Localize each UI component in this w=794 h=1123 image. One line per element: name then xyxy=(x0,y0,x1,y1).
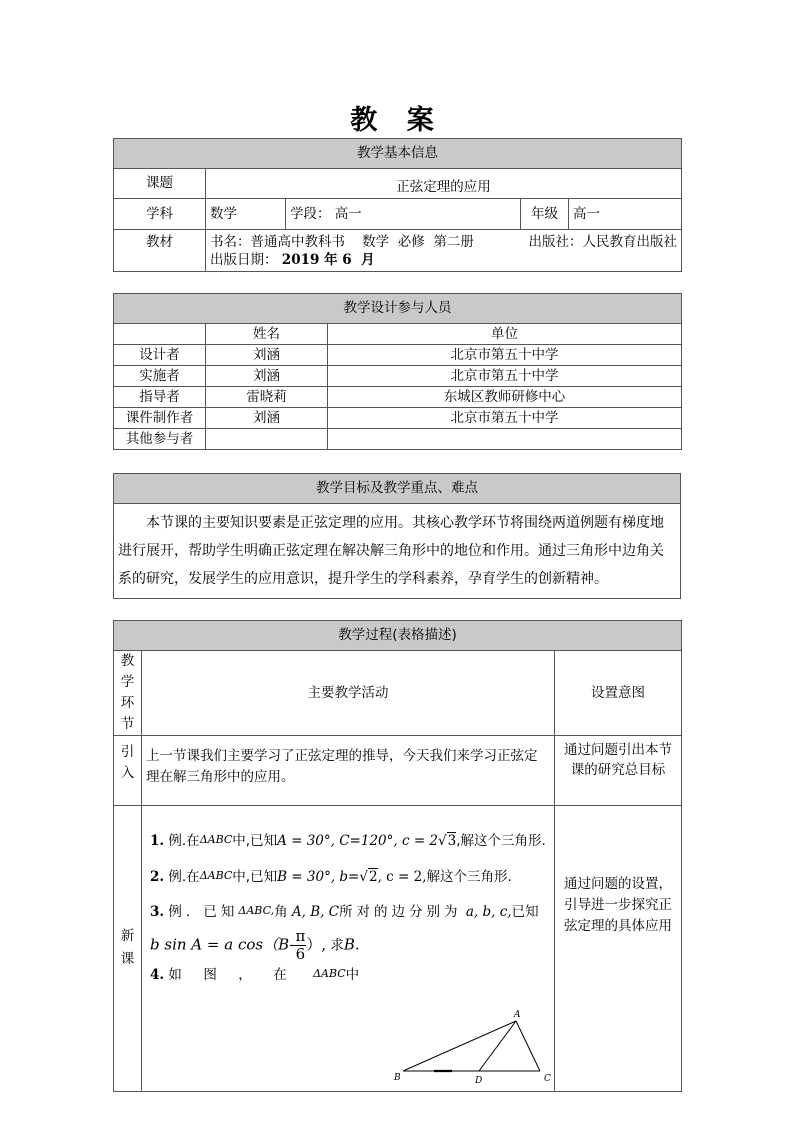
textbook-label: 教材 xyxy=(114,230,206,272)
col-stage-text: 教学环节 xyxy=(120,653,135,732)
unit-cell xyxy=(328,429,682,450)
label-c: C xyxy=(544,1073,551,1084)
problem-3-equation xyxy=(150,928,550,962)
book-line: 书名：普通高中教科书 数学 必修 第二册 xyxy=(210,234,474,250)
new-activity xyxy=(142,805,555,1091)
problem-2-condition: B = 30°, b= xyxy=(277,868,360,885)
problem-3-target: B. xyxy=(343,935,360,954)
label-a: A xyxy=(514,1009,521,1020)
problem-1-root: 3 xyxy=(447,832,457,849)
page-title: 教 案 xyxy=(350,105,444,136)
basic-info-header: 教学基本信息 xyxy=(114,139,682,169)
role-cell: 实施者 xyxy=(114,366,206,387)
grade-label: 年级 xyxy=(521,199,569,230)
role-cell: 指导者 xyxy=(114,387,206,408)
problem-2-text-b: 中,已知 xyxy=(232,868,278,885)
name-cell: 刘涵 xyxy=(206,345,328,366)
role-cell: 其他参与者 xyxy=(114,429,206,450)
problem-4-number: 4. xyxy=(150,967,165,984)
basic-info-table xyxy=(113,138,682,272)
side-ba xyxy=(403,1021,516,1071)
problem-4 xyxy=(150,966,550,985)
problem-3-text-d: 已知 xyxy=(511,904,539,921)
new-intent: 通过问题的设置，引导进一步探究正弦定理的具体应用 xyxy=(555,805,682,1091)
subject-value: 数学 xyxy=(206,199,286,230)
side-ac xyxy=(516,1021,540,1071)
problem-3-text-c: 所对的边分别为 xyxy=(339,904,462,921)
fraction-denominator: 6 xyxy=(295,944,306,963)
segment-ad xyxy=(479,1021,516,1071)
problem-1-number: 1. xyxy=(150,832,165,849)
name-cell: 刘涵 xyxy=(206,366,328,387)
problem-4-triangle: ΔABC xyxy=(313,967,346,981)
unit-cell: 东城区教师研修中心 xyxy=(328,387,682,408)
problem-2-text-a: 例.在 xyxy=(168,868,200,885)
pub-date-label: 出版日期： xyxy=(210,252,278,269)
problem-1-end: ,解这个三角形. xyxy=(456,832,546,849)
intro-stage-text: 引入 xyxy=(120,743,135,781)
problem-1-condition: A = 30°, C=120°, c = 2 xyxy=(277,832,439,849)
objectives-header: 教学目标及教学重点、难点 xyxy=(114,474,681,504)
textbook-info xyxy=(206,230,682,272)
problem-2-triangle: ΔABC xyxy=(199,868,233,882)
col-activity-header: 主要教学活动 xyxy=(142,651,555,736)
role-cell: 设计者 xyxy=(114,345,206,366)
problem-3-ask: 求 xyxy=(326,937,344,954)
new-stage-text: 新课 xyxy=(120,928,135,968)
problem-1: 1. 例.在$^{\Delta ABC}$中,已知A = 30°, C=120°, c = 2√3,解这个三角形. xyxy=(150,832,546,849)
grade-value: 高一 xyxy=(569,199,682,230)
problem-3-text-b: 角 xyxy=(274,904,288,921)
triangle-figure xyxy=(392,1006,562,1086)
problem-4-text-b: 中 xyxy=(345,967,360,984)
publisher-line: 出版社：人民教育出版社 xyxy=(528,234,677,250)
problem-3-number: 3. xyxy=(150,904,165,921)
problem-3-sides: a, b, c, xyxy=(465,904,512,921)
problem-3-angles: A, B, C xyxy=(291,904,340,921)
unit-cell: 北京市第五十中学 xyxy=(328,408,682,429)
unit-cell: 北京市第五十中学 xyxy=(328,345,682,366)
intro-activity: 上一节课我们主要学习了正弦定理的推导，今天我们来学习正弦定理在解三角形中的应用。 xyxy=(142,735,555,805)
col-intent-header: 设置意图 xyxy=(555,651,682,736)
process-table xyxy=(113,620,682,1092)
stage-cell xyxy=(286,199,521,230)
col-stage-header xyxy=(114,651,142,736)
intro-stage xyxy=(114,735,142,805)
problem-2-condition-2: , c = 2, xyxy=(377,868,427,885)
problem-1-text-b: 中,已知 xyxy=(232,832,278,849)
pub-date-value: 2019 年 6 月 xyxy=(281,252,375,269)
fraction-numerator: π xyxy=(295,927,306,946)
problem-4-text-a: 如 图 ， 在 xyxy=(168,967,287,984)
process-header: 教学过程(表格描述) xyxy=(114,621,682,651)
role-cell: 课件制作者 xyxy=(114,408,206,429)
problem-2: 2. 例.在$^{\Delta ABC}$中,已知B = 30°, b=√2, c = 2,解这个三角形. xyxy=(150,868,512,885)
name-cell: 雷晓莉 xyxy=(206,387,328,408)
name-cell: 刘涵 xyxy=(206,408,328,429)
problem-1-text-a: 例.在 xyxy=(168,832,200,849)
col-unit-header: 单位 xyxy=(328,324,682,345)
label-b: B xyxy=(394,1072,401,1083)
problem-2-end: 解这个三角形. xyxy=(426,868,512,885)
equation-close: ）, xyxy=(306,935,327,954)
problem-2-root: 2 xyxy=(368,868,378,885)
stage-label: 学段： xyxy=(290,205,331,222)
participants-header: 教学设计参与人员 xyxy=(114,294,682,324)
problem-3-text-a: 例．已知 xyxy=(168,904,239,921)
problem-2-number: 2. xyxy=(150,868,165,885)
equation-open: （B- xyxy=(263,935,295,954)
subject-label: 学科 xyxy=(114,199,206,230)
label-d: D xyxy=(475,1075,483,1086)
intro-intent: 通过问题引出本节课的研究总目标 xyxy=(555,735,682,805)
equation-left: b sin A = a cos xyxy=(150,935,264,954)
new-stage xyxy=(114,805,142,1091)
pi-over-6-fraction xyxy=(294,928,306,962)
topic-value: 正弦定理的应用 xyxy=(206,169,682,199)
col-name-header: 姓名 xyxy=(206,324,328,345)
unit-cell: 北京市第五十中学 xyxy=(328,366,682,387)
participants-table xyxy=(113,293,682,450)
objectives-table xyxy=(113,473,681,599)
stage-value: 高一 xyxy=(334,205,362,222)
problem-3 xyxy=(150,903,550,922)
problem-3-triangle: ΔABC, xyxy=(238,904,275,918)
blank-header-cell xyxy=(114,324,206,345)
topic-label: 课题 xyxy=(114,169,206,199)
objectives-text: 本节课的主要知识要素是正弦定理的应用。其核心教学环节将围绕两道例题有梯度地进行展开，帮助学生明确正弦定理在解决解三角形中的地位和作用。通过三角形中边角关系的研究，发展学生的应用意识，提升学生的学科素养，孕育学生的创新精神。 xyxy=(114,504,681,599)
problem-1-triangle: ΔABC xyxy=(199,832,233,846)
name-cell xyxy=(206,429,328,450)
